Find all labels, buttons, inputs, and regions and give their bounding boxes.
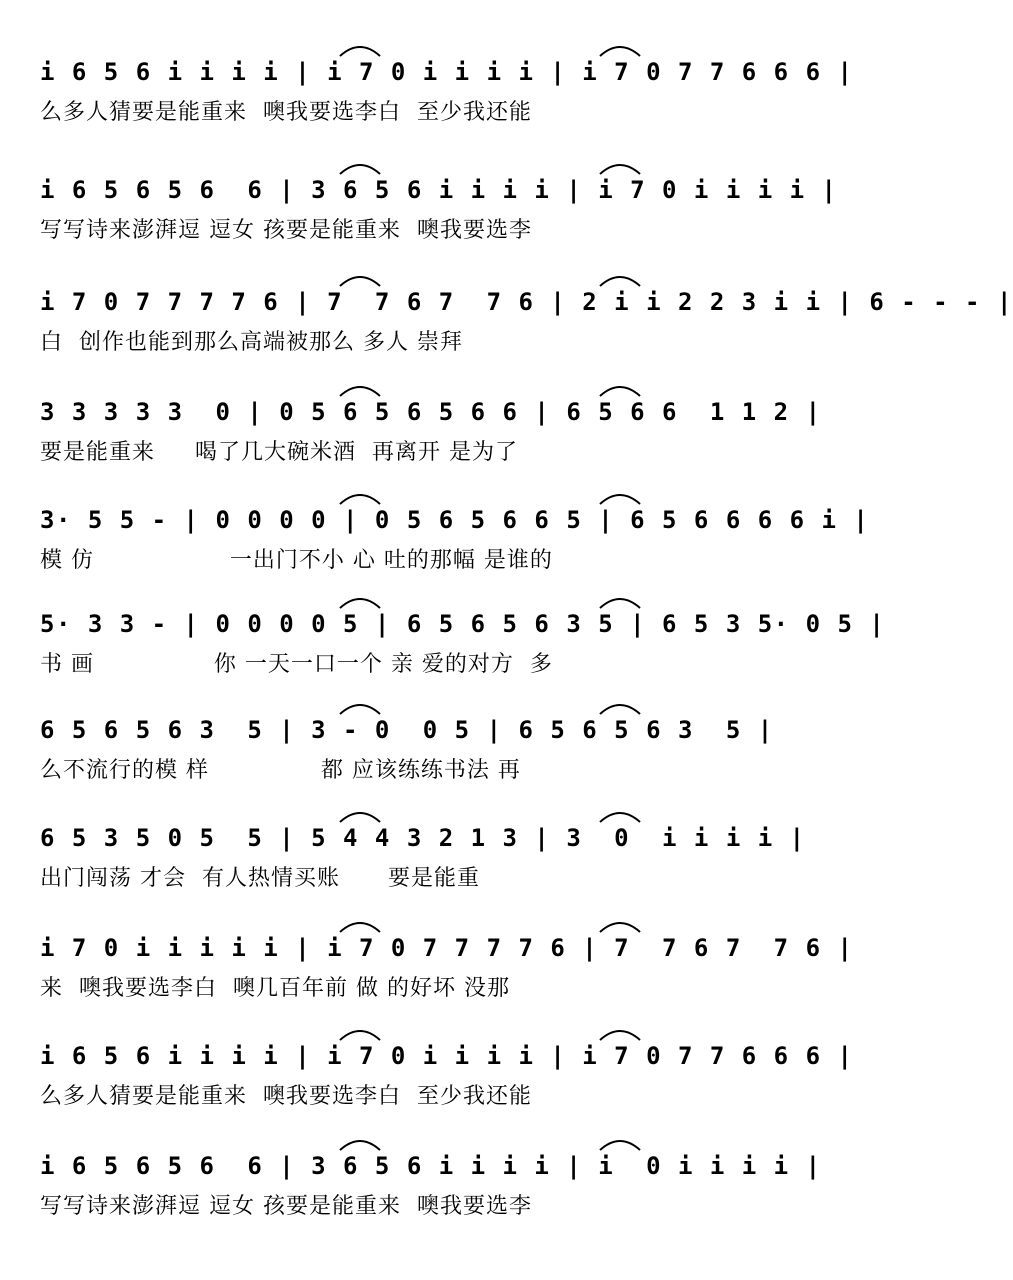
lyric-line: 出门闯荡 才会 有人热情买账 要是能重 (40, 866, 480, 891)
note-line: i 6 5 6 5 6 6 | 3 6 5 6 i i i i | i 7 0 i i i i | (40, 176, 838, 204)
note-line: 6 5 3 5 0 5 5 | 5 4 4 3 2 1 3 | 3 0 i i i i | (40, 824, 806, 852)
lyric-line: 么多人猜要是能重来 噢我要选李白 至少我还能 (40, 1084, 532, 1109)
note-line: 3 3 3 3 3 0 | 0 5 6 5 6 5 6 6 | 6 5 6 6 1 1 2 | (40, 398, 822, 426)
note-line: i 6 5 6 i i i i | i 7 0 i i i i | i 7 0 7 7 6 6 6 | (40, 58, 854, 86)
lyric-line: 么多人猜要是能重来 噢我要选李白 至少我还能 (40, 100, 532, 125)
lyric-line: 来 噢我要选李白 噢几百年前 做 的好坏 没那 (40, 976, 510, 1001)
lyric-line: 写写诗来澎湃逗 逗女 孩要是能重来 噢我要选李 (40, 1194, 532, 1219)
note-line: 5· 3 3 - | 0 0 0 0 5 | 6 5 6 5 6 3 5 | 6 5 3 5· 0 5 | (40, 610, 886, 638)
note-line: 6 5 6 5 6 3 5 | 3 - 0 0 5 | 6 5 6 5 6 3 5 | (40, 716, 774, 744)
lyric-line: 写写诗来澎湃逗 逗女 孩要是能重来 噢我要选李 (40, 218, 532, 243)
lyric-line: 么不流行的模 样 都 应该练练书法 再 (40, 758, 521, 783)
note-line: i 7 0 7 7 7 7 6 | 7 7 6 7 7 6 | 2 i i 2 2 3 i i | 6 - - - | (40, 288, 1013, 316)
note-line: i 6 5 6 5 6 6 | 3 6 5 6 i i i i | i 0 i i i i | (40, 1152, 822, 1180)
lyric-line: 要是能重来 喝了几大碗米酒 再离开 是为了 (40, 440, 518, 465)
lyric-line: 书 画 你 一天一口一个 亲 爱的对方 多 (40, 652, 553, 677)
note-line: i 7 0 i i i i i | i 7 0 7 7 7 7 6 | 7 7 6 7 7 6 | (40, 934, 854, 962)
lyric-line: 模 仿 一出门不小 心 吐的那幅 是谁的 (40, 548, 553, 573)
note-line: i 6 5 6 i i i i | i 7 0 i i i i | i 7 0 7 7 6 6 6 | (40, 1042, 854, 1070)
lyric-line: 白 创作也能到那么高端被那么 多人 崇拜 (40, 330, 463, 355)
note-line: 3· 5 5 - | 0 0 0 0 | 0 5 6 5 6 6 5 | 6 5 6 6 6 6 i | (40, 506, 870, 534)
